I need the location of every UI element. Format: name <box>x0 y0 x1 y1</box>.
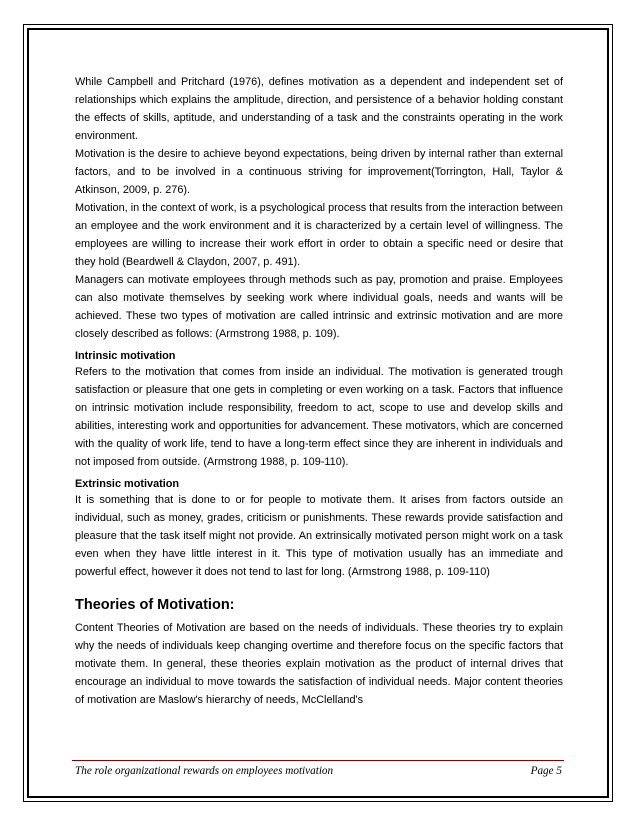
theories-paragraph: Content Theories of Motivation are based on the needs of individuals. These theories try to explain why the needs of individuals keep changing overtime and therefore focus on the specific factors that motivate them. In general, these theories explain motivation as the product of internal drives that encourage an individual to move towards the satisfaction of individual needs. Major content theories of motivation are Maslow's hierarchy of needs, McClelland's <box>75 622 563 706</box>
footer-page-number: Page 5 <box>530 765 562 777</box>
paragraph-motivation-desire: Motivation is the desire to achieve beyond expectations, being driven by internal rather than external factors, and to be involved in a continuous striving for improvement(Torrington, Hall, Taylor & Atkinson, 2009, p. 276). <box>75 148 563 196</box>
footer-rule <box>72 760 564 761</box>
intrinsic-heading: Intrinsic motivation <box>75 350 176 362</box>
theories-heading: Theories of Motivation: <box>75 597 235 613</box>
paragraph-managers-motivate: Managers can motivate employees through methods such as pay, promotion and praise. Employees can also motivate themselves by seeking work where individual goals, needs and wants will be achieved. These two types of motivation are called intrinsic and extrinsic motivation and are more closely described as follows: (Armstrong 1988, p. 109). <box>75 274 563 340</box>
extrinsic-paragraph: It is something that is done to or for people to motivate them. It arises from factors outside an individual, such as money, grades, criticism or punishments. These rewards provide satisfaction and pleasure that the task itself might not provide. An extrinsically motivated person might work on a task even when they have little interest in it. This type of motivation usually has an immediate and powerful effect, however it does not tend to last for long. (Armstrong 1988, p. 109-110) <box>75 494 563 578</box>
page-body <box>75 73 563 709</box>
page-footer <box>75 763 562 779</box>
paragraph-motivation-work-context: Motivation, in the context of work, is a psychological process that results from the interaction between an employee and the work environment and it is characterized by a certain level of willingness. The employees are willing to increase their work effort in order to obtain a specific need or desire that they hold (Beardwell & Claydon, 2007, p. 491). <box>75 202 563 268</box>
extrinsic-heading: Extrinsic motivation <box>75 478 180 490</box>
paragraph-campbell-pritchard: While Campbell and Pritchard (1976), defines motivation as a dependent and independent set of relationships which explains the amplitude, direction, and persistence of a behavior holding constant the effects of skills, aptitude, and understanding of a task and the constraints operating in the work environment. <box>75 76 563 142</box>
intrinsic-paragraph: Refers to the motivation that comes from inside an individual. The motivation is generated trough satisfaction or pleasure that one gets in completing or even working on a task. Factors that influence on intrinsic motivation include responsibility, freedom to act, scope to use and develop skills and abilities, interesting work and opportunities for advancement. These motivators, which are concerned with the quality of work life, tend to have a long-term effect since they are inherent in individuals and not imposed from outside. (Armstrong 1988, p. 109-110). <box>75 366 563 468</box>
footer-document-title: The role organizational rewards on employees motivation <box>75 765 334 777</box>
